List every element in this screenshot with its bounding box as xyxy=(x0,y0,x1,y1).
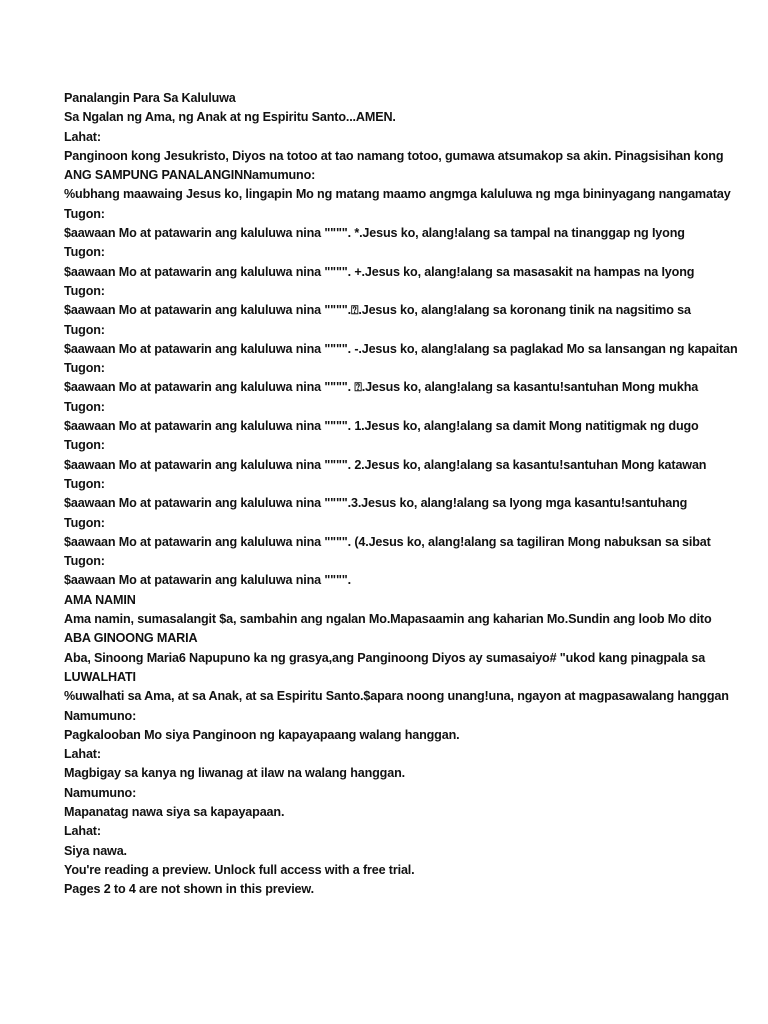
text-line: $aawaan Mo at patawarin ang kaluluwa nina """". xyxy=(64,573,351,588)
text-line: AMA NAMIN xyxy=(64,592,136,607)
text-line: Lahat: xyxy=(64,824,101,839)
text-line: Mapanatag nawa siya sa kapayapaan. xyxy=(64,804,285,819)
text-line: Tugon: xyxy=(64,245,105,260)
text-line: Lahat: xyxy=(64,747,101,762)
text-line: Magbigay sa kanya ng liwanag at ilaw na walang hanggan. xyxy=(64,766,405,781)
text-line: Aba, Sinoong Maria6 Napupuno ka ng grasya,ang Panginoong Diyos ay sumasaiyo# "ukod kang pinagpala sa xyxy=(64,650,706,665)
text-line: $aawaan Mo at patawarin ang kaluluwa nina """". 1.Jesus ko, alang!alang sa damit Mong natitigmak ng dugo xyxy=(64,419,699,434)
text-line: Lahat: xyxy=(64,129,101,144)
text-line: $aawaan Mo at patawarin ang kaluluwa nina """".3.Jesus ko, alang!alang sa Iyong mga kasantu!santuhang xyxy=(64,496,688,511)
text-line: Tugon: xyxy=(64,476,105,491)
text-line: Namumuno: xyxy=(64,708,137,723)
text-line: Tugon: xyxy=(64,554,105,569)
text-line: Tugon: xyxy=(64,361,105,376)
text-line: $aawaan Mo at patawarin ang kaluluwa nina """". 2.Jesus ko, alang!alang sa kasantu!santuhan Mong katawan xyxy=(64,457,707,472)
text-line: Tugon: xyxy=(64,515,105,530)
text-line: Tugon: xyxy=(64,399,105,414)
document-text xyxy=(64,89,738,899)
text-line: Panginoon kong Jesukristo, Diyos na totoo at tao namang totoo, gumawa atsumakop sa akin. Pinagsisihan kong xyxy=(64,148,724,163)
text-line: LUWALHATI xyxy=(64,669,136,684)
text-line: $aawaan Mo at patawarin ang kaluluwa nina """".⍰.Jesus ko, alang!alang sa koronang tinik na nagsitimo sa xyxy=(64,303,691,318)
text-line: %ubhang maawaing Jesus ko, lingapin Mo ng matang maamo angmga kaluluwa ng mga bininyagang nangamatay xyxy=(64,187,731,202)
text-line: Tugon: xyxy=(64,438,105,453)
text-line: %uwalhati sa Ama, at sa Anak, at sa Espiritu Santo.$apara noong unang!una, ngayon at magpasawalang hanggan xyxy=(64,689,729,704)
text-line: Panalangin Para Sa Kaluluwa xyxy=(64,91,236,105)
text-line: $aawaan Mo at patawarin ang kaluluwa nina """". *.Jesus ko, alang!alang sa tampal na tinanggap ng Iyong xyxy=(64,226,685,241)
text-line: $aawaan Mo at patawarin ang kaluluwa nina """". (4.Jesus ko, alang!alang sa tagiliran Mong nabuksan sa sibat xyxy=(64,534,711,549)
text-line: $aawaan Mo at patawarin ang kaluluwa nina """". +.Jesus ko, alang!alang sa masasakit na hampas na Iyong xyxy=(64,264,695,279)
text-line: Ama namin, sumasalangit $a, sambahin ang ngalan Mo.Mapasaamin ang kaharian Mo.Sundin ang loob Mo dito xyxy=(64,612,712,627)
text-line: Pages 2 to 4 are not shown in this preview. xyxy=(64,882,314,897)
text-line: ANG SAMPUNG PANALANGINNamumuno: xyxy=(64,168,316,183)
text-line: Sa Ngalan ng Ama, ng Anak at ng Espiritu Santo...AMEN. xyxy=(64,110,396,125)
text-line: Tugon: xyxy=(64,283,105,298)
text-line: You're reading a preview. Unlock full access with a free trial. xyxy=(64,862,415,877)
text-line: Siya nawa. xyxy=(64,843,127,858)
text-line: Tugon: xyxy=(64,206,105,221)
text-line: ABA GINOONG MARIA xyxy=(64,631,198,646)
text-line: Pagkalooban Mo siya Panginoon ng kapayapaang walang hanggan. xyxy=(64,727,460,742)
text-line: $aawaan Mo at patawarin ang kaluluwa nina """". -.Jesus ko, alang!alang sa paglakad Mo sa lansangan ng kapaitan xyxy=(64,341,738,356)
text-line: Namumuno: xyxy=(64,785,137,800)
text-line: $aawaan Mo at patawarin ang kaluluwa nina """". ⍰.Jesus ko, alang!alang sa kasantu!santuhan Mong mukha xyxy=(64,380,699,395)
text-line: Tugon: xyxy=(64,322,105,337)
